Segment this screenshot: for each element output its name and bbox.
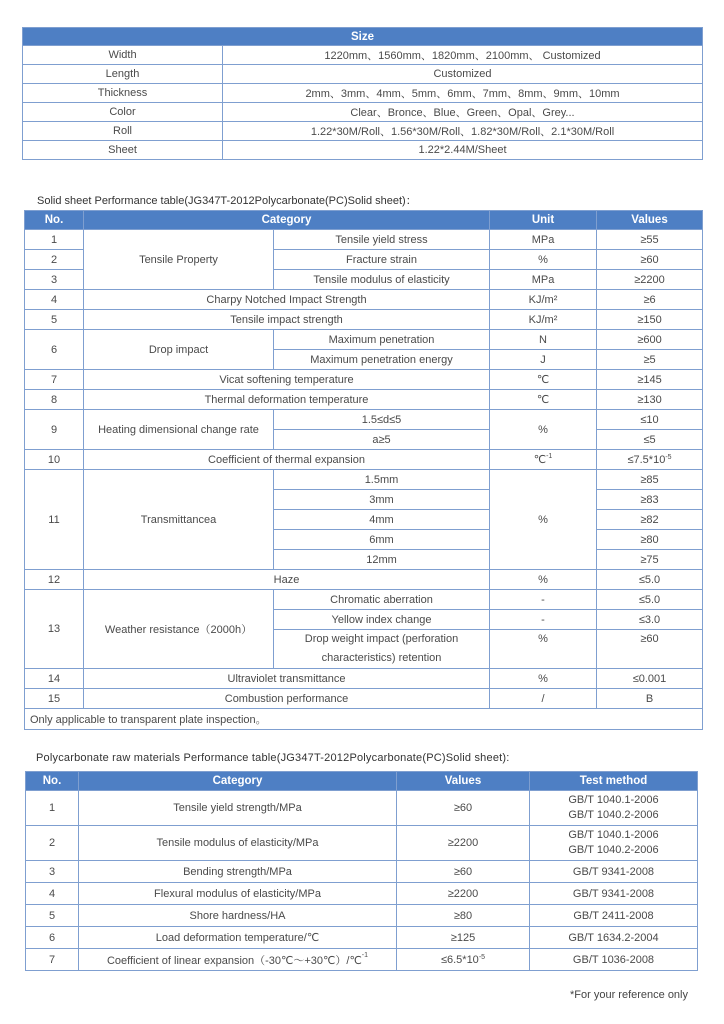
table-row: [25, 330, 703, 350]
table-row: [26, 826, 698, 861]
test-method: [530, 791, 698, 826]
row-no: 9: [25, 410, 84, 450]
row-value: 2mm、3mm、4mm、5mm、6mm、7mm、8mm、9mm、10mm: [223, 84, 703, 103]
unit: ℃: [490, 390, 597, 410]
category: Combustion performance: [84, 689, 490, 709]
table-row: [23, 46, 703, 65]
category: Vicat softening temperature: [84, 370, 490, 390]
category: Tensile yield strength/MPa: [79, 791, 397, 826]
sub-category: 12mm: [274, 550, 490, 570]
category: Shore hardness/HA: [79, 905, 397, 927]
value: ≥2200: [397, 826, 530, 861]
row-label: Thickness: [23, 84, 223, 103]
table-row: [25, 590, 703, 610]
col-header-values: Values: [397, 772, 530, 791]
sub-category: Maximum penetration energy: [274, 350, 490, 370]
row-label: Length: [23, 65, 223, 84]
category: Charpy Notched Impact Strength: [84, 290, 490, 310]
value: [597, 450, 703, 470]
value: ≥130: [597, 390, 703, 410]
unit: MPa: [490, 270, 597, 290]
table-header-row: [26, 772, 698, 791]
table-row: [25, 689, 703, 709]
value: ≥55: [597, 230, 703, 250]
row-no: 13: [25, 590, 84, 669]
unit: ℃: [490, 370, 597, 390]
test-method: [530, 826, 698, 861]
value: ≥80: [597, 530, 703, 550]
category: Bending strength/MPa: [79, 861, 397, 883]
unit: %: [490, 470, 597, 570]
test-method: GB/T 1634.2-2004: [530, 927, 698, 949]
row-label: Width: [23, 46, 223, 65]
value-exponent: -5: [665, 453, 672, 461]
row-no: 4: [25, 290, 84, 310]
row-no: 5: [26, 905, 79, 927]
sub-category: 4mm: [274, 510, 490, 530]
table-row: [25, 669, 703, 689]
unit: KJ/m²: [490, 310, 597, 330]
sub-category: Yellow index change: [274, 610, 490, 630]
sub-category: Tensile yield stress: [274, 230, 490, 250]
sub-category: Drop weight impact (perforation characteristics) retention: [274, 630, 490, 669]
unit: J: [490, 350, 597, 370]
table-row: [25, 570, 703, 590]
category: Coefficient of thermal expansion: [84, 450, 490, 470]
category: Tensile impact strength: [84, 310, 490, 330]
test-method-line: GB/T 1040.2-2006: [568, 809, 659, 821]
table-row: [23, 84, 703, 103]
unit: %: [490, 570, 597, 590]
value: ≥2200: [597, 270, 703, 290]
col-header-category: Category: [79, 772, 397, 791]
value: ≥85: [597, 470, 703, 490]
row-no: 5: [25, 310, 84, 330]
col-header-test-method: Test method: [530, 772, 698, 791]
value: ≤0.001: [597, 669, 703, 689]
table-row: [23, 103, 703, 122]
table-row: [26, 927, 698, 949]
value: B: [597, 689, 703, 709]
test-method-line: GB/T 1040.2-2006: [568, 844, 659, 856]
table-row: [25, 230, 703, 250]
table-row: [25, 290, 703, 310]
sub-category: a≥5: [274, 430, 490, 450]
category-text: Coefficient of linear expansion（-30℃～+30℃）/℃: [106, 954, 362, 967]
group-label: Heating dimensional change rate: [84, 410, 274, 450]
raw-materials-performance-table: [25, 771, 698, 971]
col-header-no: No.: [26, 772, 79, 791]
value: ≥5: [597, 350, 703, 370]
size-table-header-row: [23, 28, 703, 46]
category: Flexural modulus of elasticity/MPa: [79, 883, 397, 905]
table-row: [25, 470, 703, 490]
test-method-line: GB/T 1040.1-2006: [568, 794, 659, 806]
raw-table-caption: Polycarbonate raw materials Performance table(JG347T-2012Polycarbonate(PC)Solid sheet):: [36, 752, 510, 764]
test-method: GB/T 9341-2008: [530, 861, 698, 883]
value-text: ≤7.5*10: [627, 453, 666, 466]
row-no: 1: [25, 230, 84, 250]
table-row: [26, 791, 698, 826]
category-exponent: -1: [361, 951, 369, 959]
value: ≥60: [597, 630, 703, 669]
category: Load deformation temperature/℃: [79, 927, 397, 949]
value: ≤10: [597, 410, 703, 430]
size-table: [22, 27, 703, 160]
value: ≥83: [597, 490, 703, 510]
row-no: 15: [25, 689, 84, 709]
value: ≤5.0: [597, 570, 703, 590]
table-row: [23, 122, 703, 141]
category: Tensile modulus of elasticity/MPa: [79, 826, 397, 861]
col-header-no: No.: [25, 211, 84, 230]
row-no: 14: [25, 669, 84, 689]
unit: -: [490, 590, 597, 610]
row-no: 10: [25, 450, 84, 470]
unit-text: ℃: [533, 454, 547, 466]
row-no: 3: [25, 270, 84, 290]
table-note-row: [25, 709, 703, 730]
value: [397, 949, 530, 971]
test-method: GB/T 2411-2008: [530, 905, 698, 927]
row-value: Customized: [223, 65, 703, 84]
col-header-unit: Unit: [490, 211, 597, 230]
table-header-row: [25, 211, 703, 230]
row-value: 1220mm、1560mm、1820mm、2100mm、 Customized: [223, 46, 703, 65]
category: Haze: [84, 570, 490, 590]
row-value: 1.22*30M/Roll、1.56*30M/Roll、1.82*30M/Roll、2.1*30M/Roll: [223, 122, 703, 141]
size-table-header: Size: [23, 28, 703, 46]
value-text: ≤6.5*10: [440, 953, 479, 966]
value: ≥60: [397, 791, 530, 826]
value-exponent: -5: [478, 953, 486, 961]
row-no: 1: [26, 791, 79, 826]
value: ≥150: [597, 310, 703, 330]
col-header-category: Category: [84, 211, 490, 230]
table-note: Only applicable to transparent plate inspection。: [25, 709, 703, 730]
unit: [490, 450, 597, 470]
value: ≤3.0: [597, 610, 703, 630]
value: ≥600: [597, 330, 703, 350]
group-label: Weather resistance（2000h）: [84, 590, 274, 669]
sub-category: Tensile modulus of elasticity: [274, 270, 490, 290]
unit: %: [490, 630, 597, 669]
row-no: 7: [25, 370, 84, 390]
category: Thermal deformation temperature: [84, 390, 490, 410]
unit: %: [490, 669, 597, 689]
row-no: 3: [26, 861, 79, 883]
value: ≥125: [397, 927, 530, 949]
unit: KJ/m²: [490, 290, 597, 310]
table-row: [23, 141, 703, 160]
unit: MPa: [490, 230, 597, 250]
sub-category: Maximum penetration: [274, 330, 490, 350]
row-no: 8: [25, 390, 84, 410]
table-row: [26, 949, 698, 971]
row-label: Sheet: [23, 141, 223, 160]
value: ≥145: [597, 370, 703, 390]
test-method: GB/T 1036-2008: [530, 949, 698, 971]
row-no: 11: [25, 470, 84, 570]
unit: -: [490, 610, 597, 630]
col-header-values: Values: [597, 211, 703, 230]
value: ≥75: [597, 550, 703, 570]
value: ≥60: [397, 861, 530, 883]
value: ≤5: [597, 430, 703, 450]
table-row: [25, 390, 703, 410]
sub-category: Chromatic aberration: [274, 590, 490, 610]
table-row: [25, 310, 703, 330]
sub-category: 1.5≤d≤5: [274, 410, 490, 430]
table-row: [25, 450, 703, 470]
table-row: [25, 410, 703, 430]
test-method: GB/T 9341-2008: [530, 883, 698, 905]
test-method-line: GB/T 1040.1-2006: [568, 829, 659, 841]
row-no: 7: [26, 949, 79, 971]
sub-category: 1.5mm: [274, 470, 490, 490]
row-no: 2: [26, 826, 79, 861]
table-row: [23, 65, 703, 84]
category: [79, 949, 397, 971]
sub-category: 3mm: [274, 490, 490, 510]
row-label: Roll: [23, 122, 223, 141]
row-value: 1.22*2.44M/Sheet: [223, 141, 703, 160]
row-no: 2: [25, 250, 84, 270]
value: ≥6: [597, 290, 703, 310]
value: ≥60: [597, 250, 703, 270]
unit: N: [490, 330, 597, 350]
solid-sheet-performance-table: [24, 210, 703, 730]
sub-category: 6mm: [274, 530, 490, 550]
unit: /: [490, 689, 597, 709]
table-row: [26, 905, 698, 927]
row-no: 6: [25, 330, 84, 370]
value: ≤5.0: [597, 590, 703, 610]
group-label: Tensile Property: [84, 230, 274, 290]
unit: %: [490, 250, 597, 270]
table-row: [26, 861, 698, 883]
value: ≥80: [397, 905, 530, 927]
sub-category: Fracture strain: [274, 250, 490, 270]
table-row: [25, 370, 703, 390]
group-label: Drop impact: [84, 330, 274, 370]
category: Ultraviolet transmittance: [84, 669, 490, 689]
row-no: 4: [26, 883, 79, 905]
row-no: 12: [25, 570, 84, 590]
table-row: [26, 883, 698, 905]
solid-table-caption: Solid sheet Performance table(JG347T-2012Polycarbonate(PC)Solid sheet)：: [37, 195, 417, 207]
row-no: 6: [26, 927, 79, 949]
value: ≥2200: [397, 883, 530, 905]
value: ≥82: [597, 510, 703, 530]
unit: %: [490, 410, 597, 450]
footnote: *For your reference only: [570, 989, 688, 1001]
group-label: Transmittancea: [84, 470, 274, 570]
row-label: Color: [23, 103, 223, 122]
row-value: Clear、Bronce、Blue、Green、Opal、Grey...: [223, 103, 703, 122]
unit-exponent: -1: [546, 453, 553, 460]
